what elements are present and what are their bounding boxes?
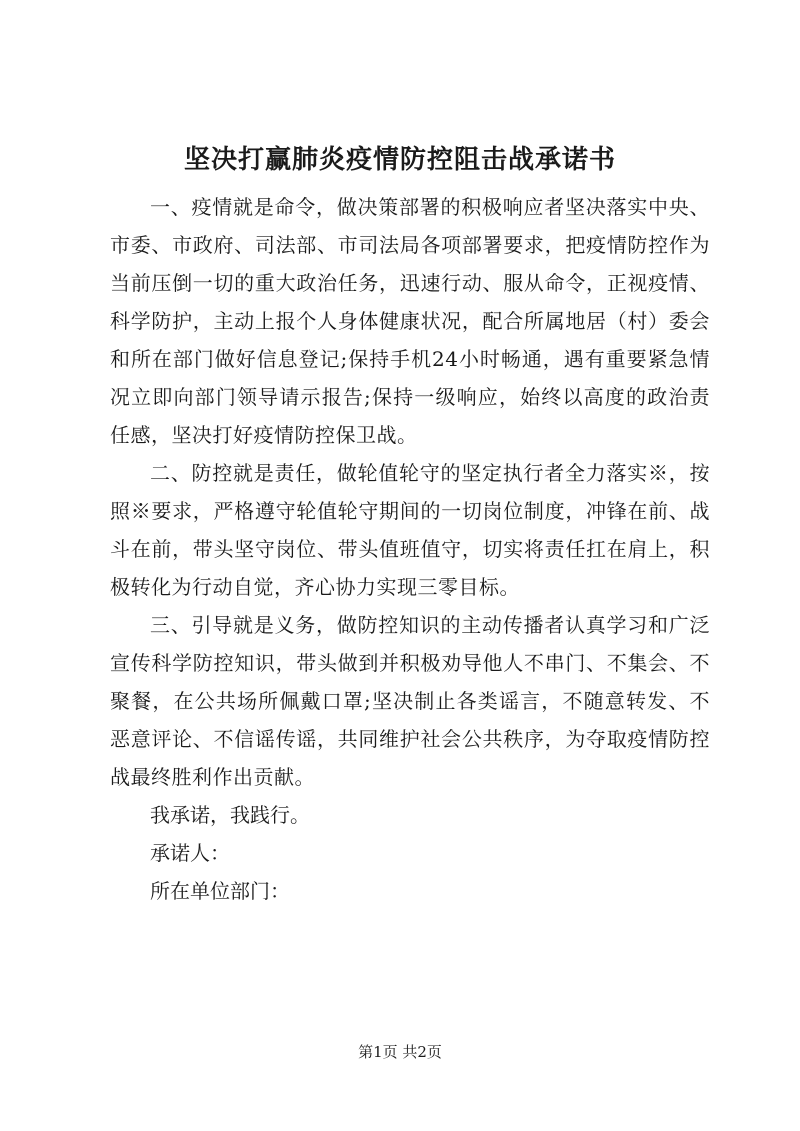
paragraph-2: 二、防控就是责任，做轮值轮守的坚定执行者全力落实※，按照※要求，严格遵守轮值轮守期间的一切岗位制度，冲锋在前、战斗在前，带头坚守岗位、带头值班值守，切实将责任扛在肩上，积极转化为行动自觉，齐心协力实现三零目标。 <box>110 461 710 599</box>
signer-label: 承诺人： <box>150 841 230 865</box>
document-body <box>110 188 710 910</box>
closing-statement: 我承诺，我践行。 <box>150 803 310 827</box>
paragraph-1: 一、疫情就是命令，做决策部署的积极响应者坚决落实中央、市委、市政府、司法部、市司法局各项部署要求，把疫情防控作为当前压倒一切的重大政治任务，迅速行动、服从命令，正视疫情、科学防护，主动上报个人身体健康状况，配合所属地居（村）委会和所在部门做好信息登记;保持手机24小时畅通，遇有重要紧急情况立即向部门领导请示报告;保持一级响应，始终以高度的政治责任感，坚决打好疫情防控保卫战。 <box>110 195 710 447</box>
paragraph-3: 三、引导就是义务，做防控知识的主动传播者认真学习和广泛宣传科学防控知识，带头做到并积极劝导他人不串门、不集会、不聚餐，在公共场所佩戴口罩;坚决制止各类谣言，不随意转发、不恶意评论、不信谣传谣，共同维护社会公共秩序，为夺取疫情防控战最终胜利作出贡献。 <box>110 613 710 789</box>
document-title: 坚决打赢肺炎疫情防控阻击战承诺书 <box>183 145 616 175</box>
page-footer: 第1页 共2页 <box>358 1043 442 1061</box>
department-label: 所在单位部门： <box>150 879 290 903</box>
